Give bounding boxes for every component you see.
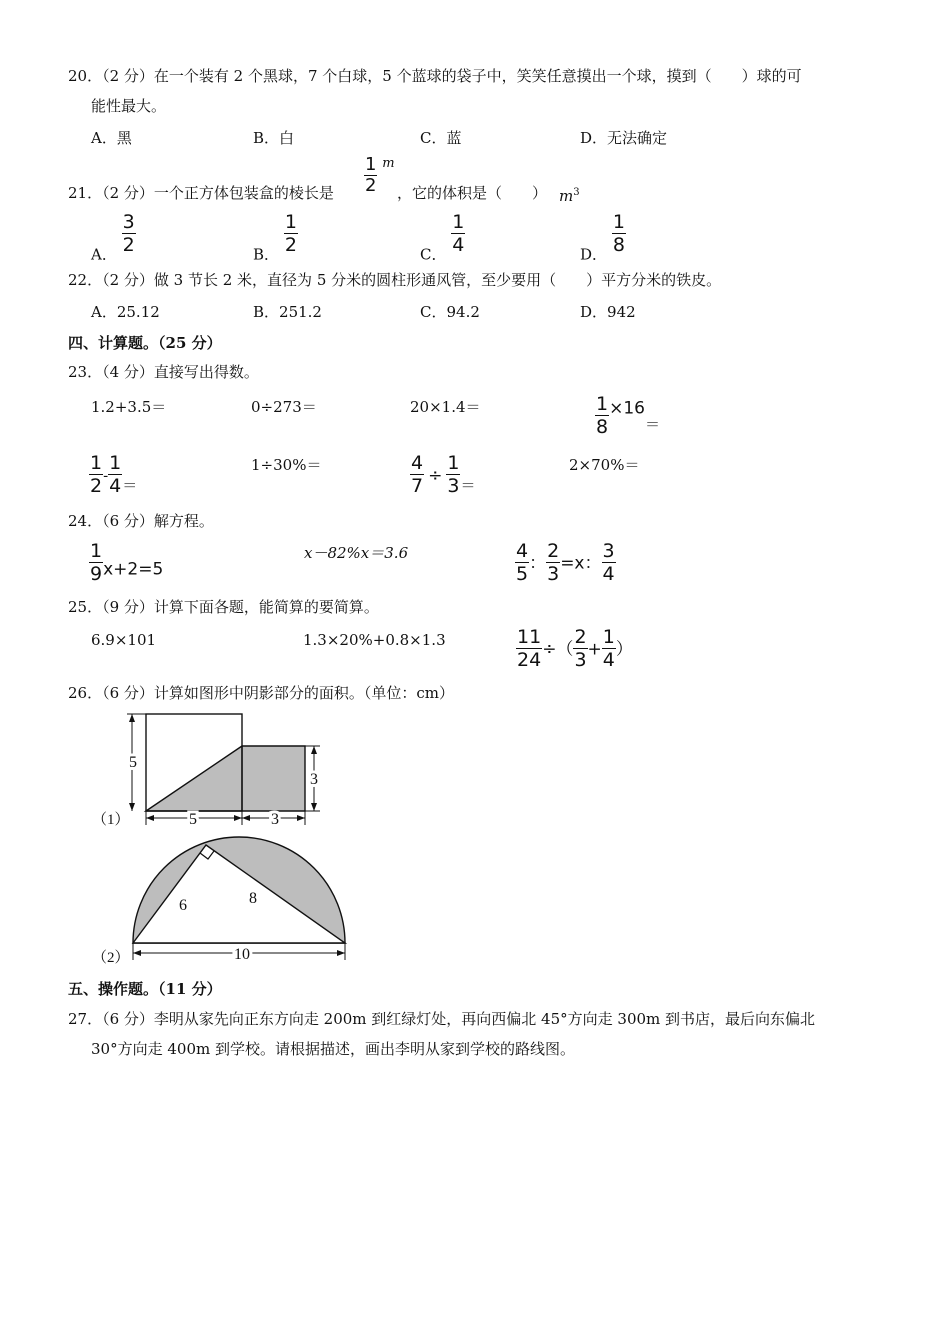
q23-r2c1: $\frac{1}{2}$ - $\frac{1}{4}$ ＝	[90, 452, 138, 497]
q21-prefix: 21．（2 分）一个正方体包装盒的棱长是	[68, 184, 334, 202]
q25-e1: 6.9×101	[91, 631, 157, 649]
fig1	[92, 714, 320, 828]
fig2-label-diameter: 10	[234, 946, 250, 963]
q23-r1c3: 20×1.4＝	[410, 398, 481, 416]
fig1-arrow-b3	[242, 815, 250, 821]
fig1-dim-left-arrow-bottom	[129, 803, 135, 811]
q20-option-c: C．蓝	[420, 129, 462, 147]
fig1-dim-right-arrow-bottom	[311, 803, 317, 811]
q24-title: 24．（6 分）解方程。	[68, 512, 214, 530]
q26-figures	[0, 700, 420, 975]
fig1-arrow-b4	[297, 815, 305, 821]
fig2-dim-arrow-right	[337, 950, 345, 956]
fig1-label-left-height: 5	[129, 754, 137, 771]
fig1-label: （1）	[92, 812, 130, 828]
q25-title: 25．（9 分）计算下面各题，能简算的要简算。	[68, 598, 379, 616]
q24-eq2: x－82%x＝3.6	[304, 544, 409, 562]
fig1-shaded-region	[146, 746, 305, 811]
fig2-dim-arrow-left	[133, 950, 141, 956]
q23-r2c2: 1÷30%＝	[251, 456, 322, 474]
q21-unit: $m^3$	[559, 187, 580, 205]
q20-option-b: B．白	[253, 129, 295, 147]
q23-title: 23．（4 分）直接写出得数。	[68, 363, 259, 381]
q25-e3: $\frac{11}{24}$ ÷（ $\frac{2}{3}$ + $\frac{1}{4}$ ）	[517, 626, 633, 671]
q21-option-a: A． $\frac{3}{2}$	[91, 211, 135, 264]
q23-r2c4: 2×70%＝	[569, 456, 640, 474]
fig1-dim-left-arrow-top	[129, 714, 135, 722]
q23-r1c2: 0÷273＝	[251, 398, 317, 416]
q21-mid: ，它的体积是（ ）	[397, 184, 548, 202]
section5-heading: 五、操作题。（11 分）	[68, 980, 222, 998]
q21-edge-length	[364, 156, 395, 195]
q20-line2: 能性最大。	[91, 97, 167, 115]
fig1-label-bottom-right: 3	[271, 811, 279, 828]
q20-option-d: D．无法确定	[580, 129, 668, 147]
fig1-label-bottom-left: 5	[189, 811, 197, 828]
fig2	[92, 837, 345, 966]
q24-eq3: $\frac{4}{5}$ ： $\frac{2}{3}$ =x： $\frac{3}{4}$	[516, 540, 615, 585]
q21-edge-fraction: $\frac{1}{2}$	[365, 154, 377, 196]
fig1-label-right-height: 3	[310, 771, 318, 788]
q25-e2: 1.3×20%+0.8×1.3	[303, 631, 446, 649]
q21-edge-unit: m	[382, 156, 395, 171]
q23-r1c1: 1.2+3.5＝	[91, 398, 167, 416]
fig1-dim-right-arrow-top	[311, 746, 317, 754]
q24-eq1: $\frac{1}{9}$ x+2=5	[90, 540, 164, 585]
fig2-label-side-b: 8	[249, 890, 257, 907]
q26-title: 26．（6 分）计算如图形中阴影部分的面积。（单位：cm）	[68, 684, 455, 702]
section4-heading: 四、计算题。（25 分）	[68, 334, 222, 352]
q22-line: 22．（2 分）做 3 节长 2 米，直径为 5 分米的圆柱形通风管，至少要用（ ）平方分米的铁皮。	[68, 271, 722, 289]
q23-r1c4: $\frac{1}{8}$ ×16＝	[596, 393, 660, 438]
q22-option-c: C．94.2	[420, 303, 480, 321]
fig2-label: （2）	[92, 950, 130, 966]
fig1-arrow-b2	[234, 815, 242, 821]
q22-option-a: A．25.12	[91, 303, 160, 321]
q22-option-b: B．251.2	[253, 303, 322, 321]
q21-option-d: D． $\frac{1}{8}$	[580, 211, 625, 264]
q21-option-c: C． $\frac{1}{4}$	[420, 211, 465, 264]
q21-option-b: B． $\frac{1}{2}$	[253, 211, 297, 264]
q22-option-d: D．942	[580, 303, 636, 321]
fig2-label-side-a: 6	[179, 897, 187, 914]
q27-line1: 27．（6 分）李明从家先向正东方向走 200m 到红绿灯处，再向西偏北 45°方向走 300m 到书店，最后向东偏北	[68, 1010, 816, 1028]
q23-r2c3: $\frac{4}{7}$ ÷ $\frac{1}{3}$ ＝	[411, 452, 476, 497]
fig1-arrow-b1	[146, 815, 154, 821]
q20-option-a: A．黑	[91, 129, 132, 147]
q20-line1: 20．（2 分）在一个装有 2 个黑球，7 个白球，5 个蓝球的袋子中，笑笑任意摸出一个球，摸到（ ）球的可	[68, 67, 802, 85]
q27-line2: 30°方向走 400m 到学校。请根据描述，画出李明从家到学校的路线图。	[91, 1040, 575, 1058]
